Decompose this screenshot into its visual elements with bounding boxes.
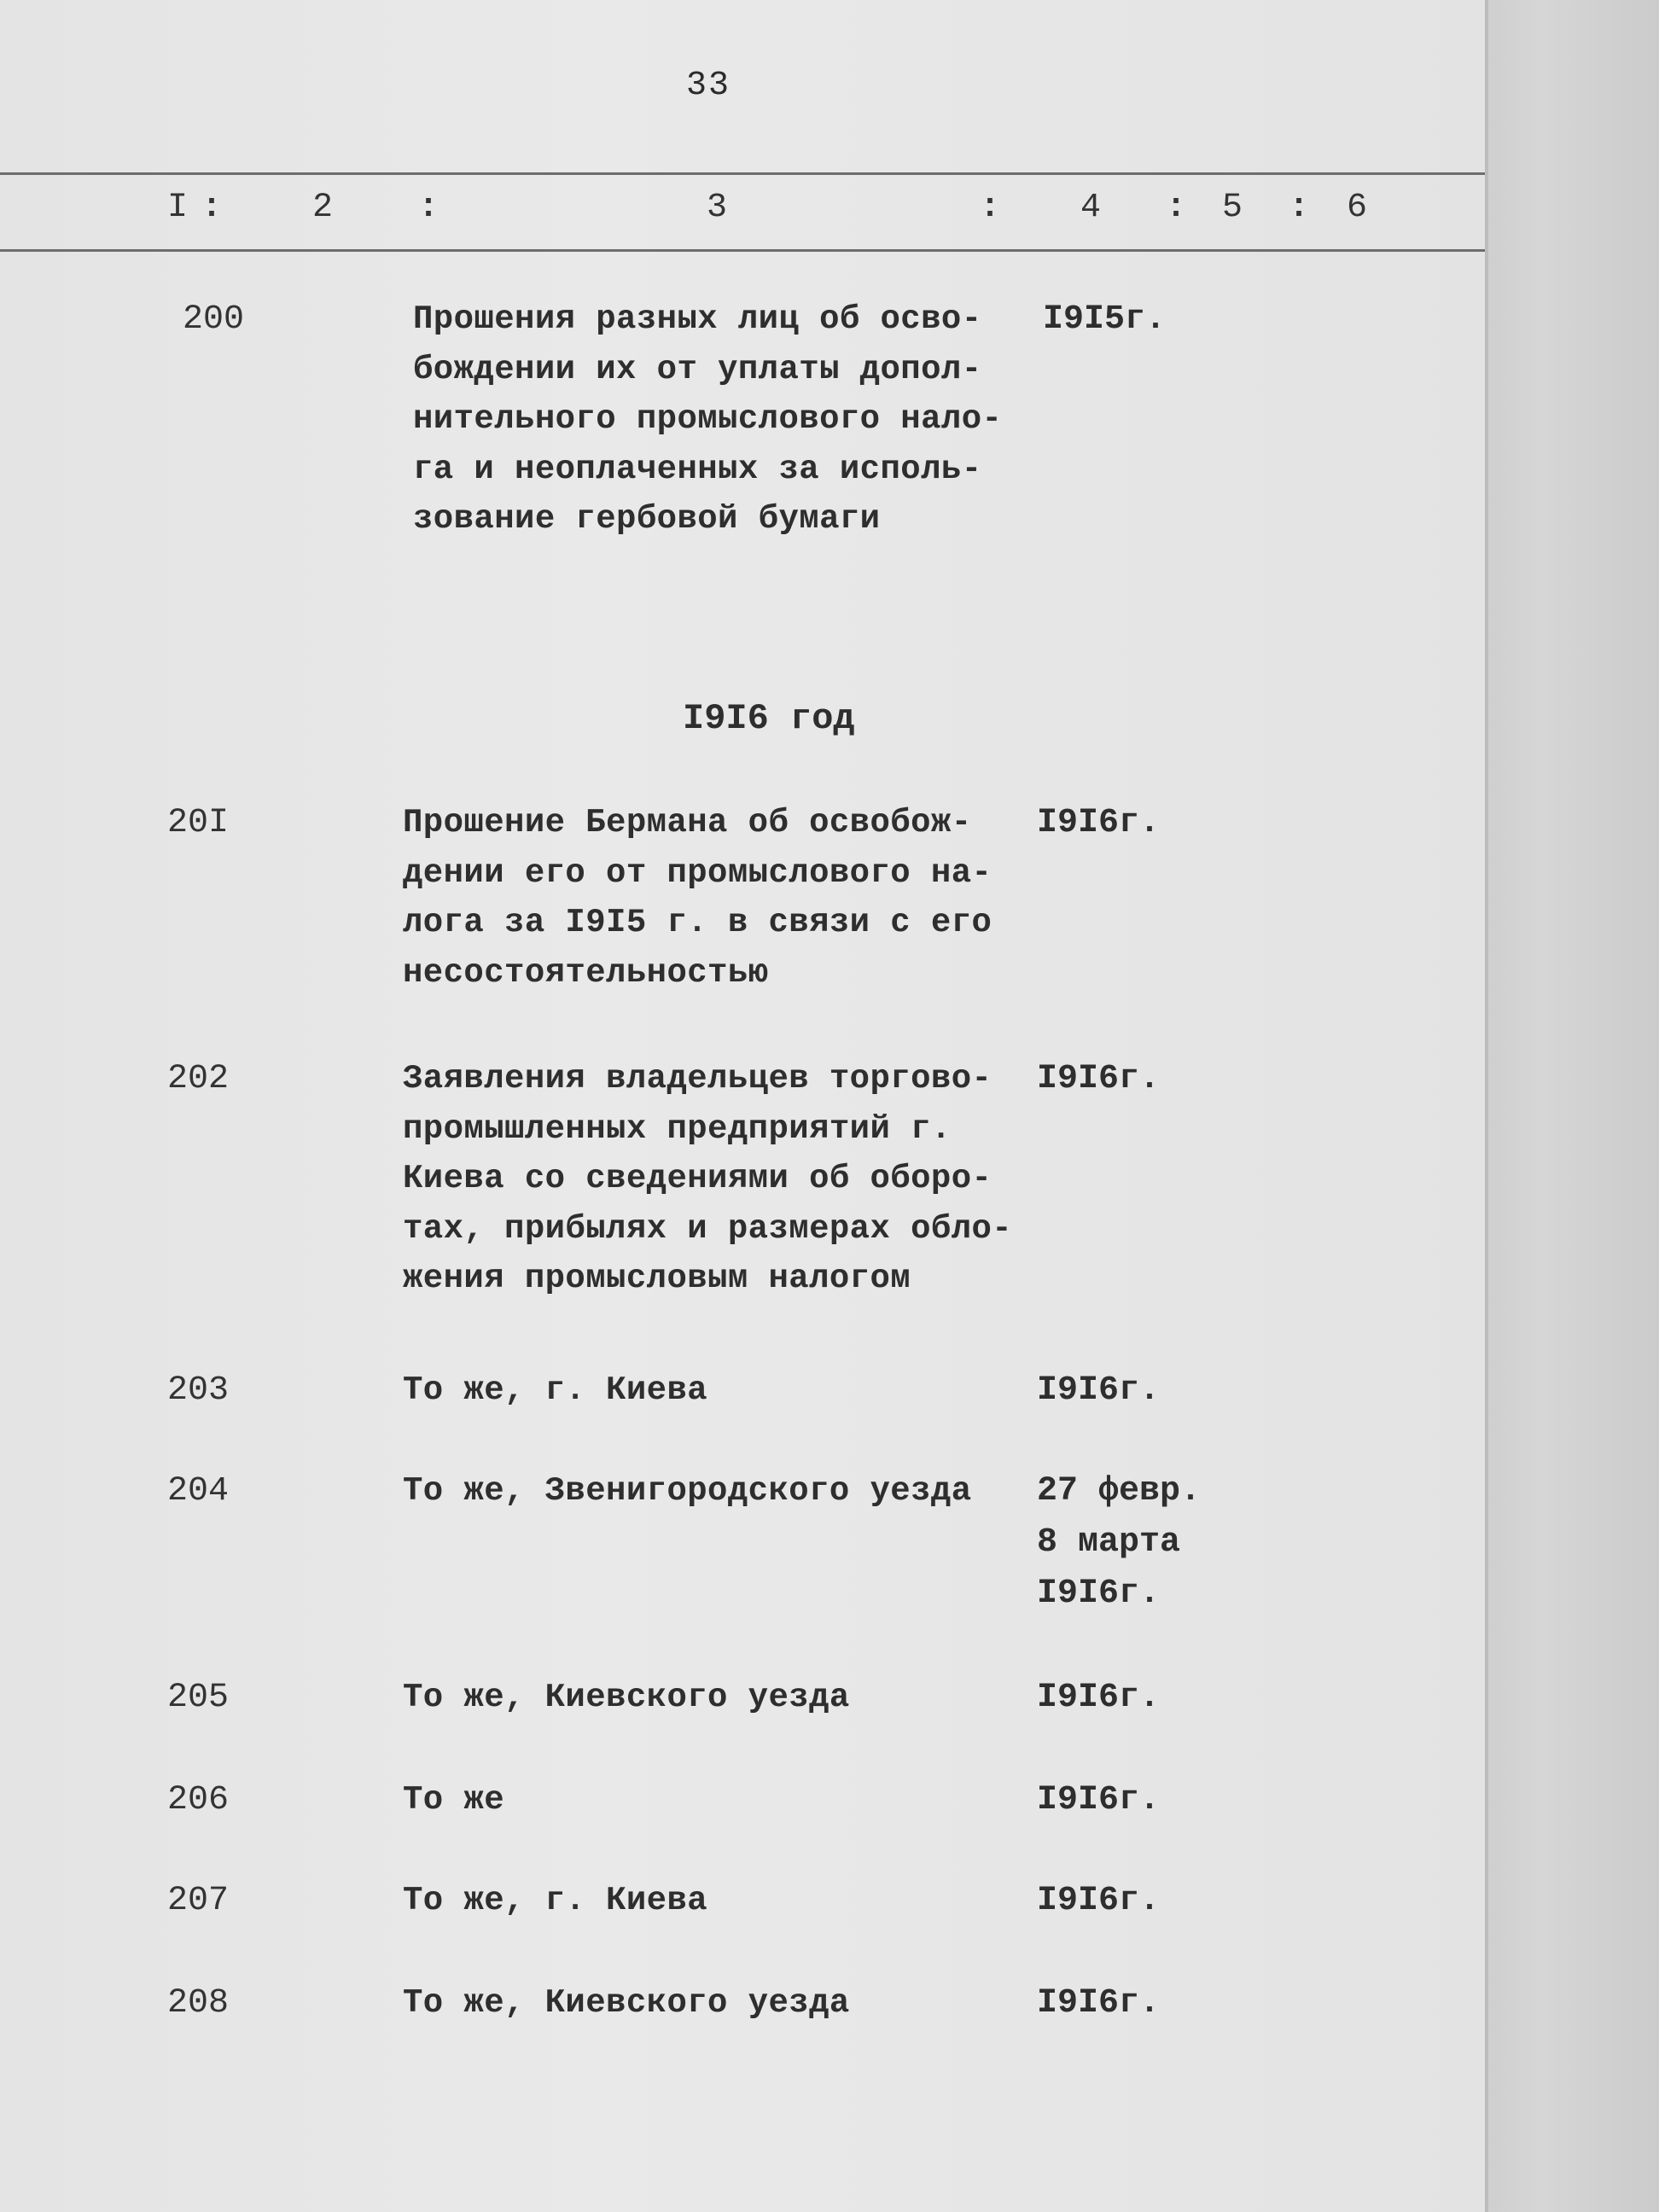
record-date: I9I6г. — [1037, 1371, 1161, 1410]
column-header-2: 2 — [312, 189, 334, 227]
record-date: I9I6г. — [1037, 1781, 1161, 1819]
column-header-3: 3 — [707, 189, 728, 227]
column-separator: : — [1289, 189, 1310, 227]
record-number: 205 — [167, 1679, 230, 1717]
record-date: 27 февр. 8 марта I9I6г. — [1037, 1472, 1202, 1613]
page-number: 33 — [685, 67, 731, 105]
record-description: То же, г. Киева — [403, 1371, 708, 1409]
record-date: I9I6г. — [1037, 1882, 1161, 1920]
record-description: То же, Киевского уезда — [403, 1679, 850, 1716]
record-description: То же, Звенигородского уезда — [403, 1472, 972, 1510]
record-description: Прошение Бермана об освобож- дении его от промыслового на- лога за I9I5 г. в связи с его несостоятельностью — [403, 804, 992, 992]
record-number: 200 — [183, 300, 245, 339]
record-date: I9I6г. — [1037, 1984, 1161, 2023]
column-separator: : — [201, 189, 223, 227]
header-bottom-rule — [0, 249, 1485, 252]
record-number: 203 — [167, 1371, 230, 1410]
record-number: 207 — [167, 1882, 230, 1920]
column-separator: : — [1166, 189, 1187, 227]
column-header-5: 5 — [1222, 189, 1243, 227]
column-header-4: 4 — [1080, 189, 1102, 227]
record-number: 202 — [167, 1060, 230, 1098]
record-number: 20I — [167, 804, 230, 842]
column-separator: : — [980, 189, 1001, 227]
record-description: То же, Киевского уезда — [403, 1984, 850, 2022]
column-header-1: I — [167, 189, 189, 227]
column-separator: : — [418, 189, 439, 227]
record-description: Заявления владельцев торгово- промышленных предприятий г. Киева со сведениями об оборо- тах, прибылях и размерах обло- жения промысловым налогом — [403, 1060, 1013, 1297]
header-top-rule — [0, 172, 1485, 175]
column-header-6: 6 — [1347, 189, 1368, 227]
record-date: I9I6г. — [1037, 1679, 1161, 1717]
record-number: 204 — [167, 1472, 230, 1511]
record-number: 206 — [167, 1781, 230, 1819]
record-description: Прошения разных лиц об осво- бождении их от уплаты допол- нительного промыслового нало- га и неоплаченных за исполь- зование гербовой бумаги — [413, 300, 1003, 538]
page-edge-shadow — [1488, 0, 1659, 2212]
record-description: То же — [403, 1781, 505, 1819]
record-date: I9I6г. — [1037, 1060, 1161, 1098]
record-number: 208 — [167, 1984, 230, 2023]
year-heading: I9I6 год — [683, 698, 855, 739]
record-date: I9I5г. — [1043, 300, 1167, 339]
record-date: I9I6г. — [1037, 804, 1161, 842]
record-description: То же, г. Киева — [403, 1882, 708, 1919]
